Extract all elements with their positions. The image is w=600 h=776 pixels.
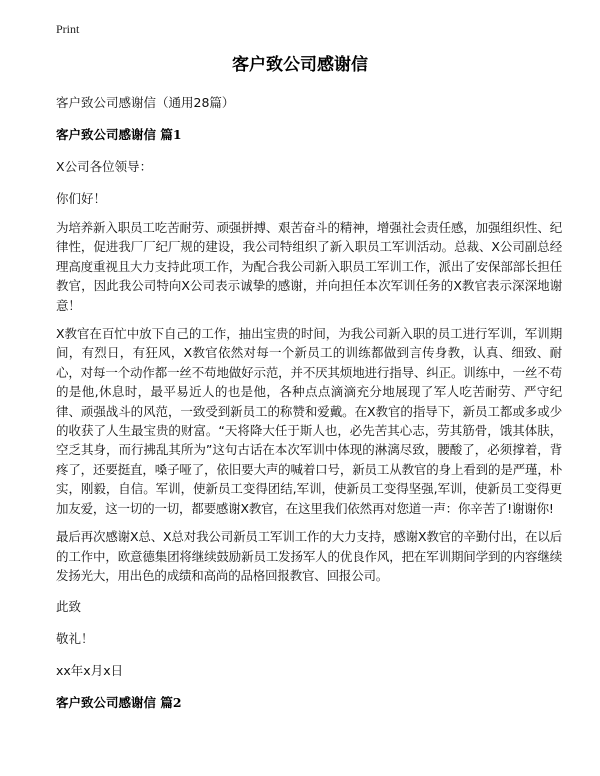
closing-line-2: 敬礼！ [56, 631, 94, 647]
paragraph-3: 最后再次感谢X总、X总对我公司新员工军训工作的大力支持，感谢X教官的辛勤付出，在以后的工作中，欧意德集团将继续鼓励新员工发扬军人的优良作风，把在军训期间学到的内容继续发扬光大，用出色的成绩和高尚的品格回报教官、回报公司。 [56, 529, 562, 583]
greeting: 你们好！ [56, 191, 107, 206]
salutation: X公司各位领导： [56, 159, 153, 174]
paragraph-2: X教官在百忙中放下自己的工作，抽出宝贵的时间，为我公司新入职的员工进行军训，军训期间，有烈日，有狂风，X教官依然对每一个新员工的训练都做到言传身教，认真、细致、耐心，对每一个动作都一丝不苟地做好示范，并不厌其烦地进行指导、纠正。训练中，一丝不苟的是他,休息时，最平易近人的也是他，各种点点滴滴充分地展现了军人吃苦耐劳、严守纪律、顽强战斗的风范，一致受到新员工的称赞和爱戴。在X教官的指导下，新员工都或多或少的收获了人生最宝贵的财富。“天将降大任于斯人也，必先苦其心志，劳其筋骨，饿其体肤，空乏其身，而行拂乱其所为”这句古话在本次军训中体现的淋漓尽致，腰酸了，必须撑着，背疼了，还要挺直，嗓子哑了，依旧要大声的喊着口号，新员工从教官的身上看到的是严瑾，朴实，刚毅，自信。军训，使新员工变得团结,军训，使新员工变得坚强,军训，使新员工变得更加友爱，这一切的一切，都要感谢X教官，在这里我们依然再对您道一声：你辛苦了!谢谢你! [56, 326, 562, 516]
letter-date: xx年x月x日 [56, 663, 124, 679]
paragraph-1: 为培养新入职员工吃苦耐劳、顽强拼搏、艰苦奋斗的精神，增强社会责任感，加强组织性、纪律性，促进我厂厂纪厂规的建设，我公司特组织了新入职员工军训活动。总裁、X公司副总经理高度重视且大力支持此项工作，为配合我公司新入职员工军训工作，派出了安保部部长担任教官，因此我公司特向X公司表示诚挚的感谢，并向担任本次军训任务的X教官表示深深地谢意！ [56, 220, 562, 313]
print-label: Print [56, 22, 80, 36]
section-heading-1: 客户致公司感谢信 篇1 [56, 127, 182, 142]
section-heading-2: 客户致公司感谢信 篇2 [56, 695, 182, 711]
page-title: 客户致公司感谢信 [232, 55, 368, 75]
closing-line-1: 此致 [56, 599, 82, 615]
document-subtitle: 客户致公司感谢信（通用28篇） [56, 95, 235, 110]
document-body [56, 93, 562, 713]
